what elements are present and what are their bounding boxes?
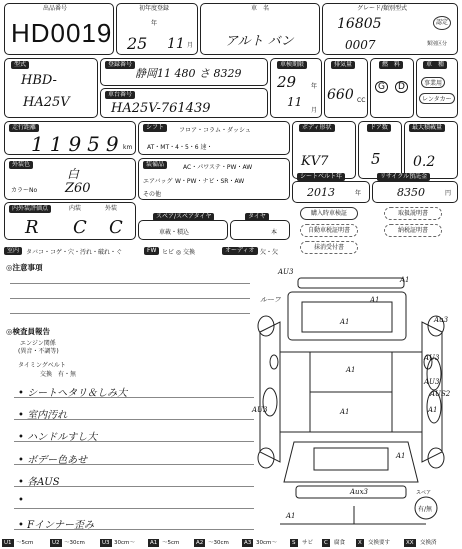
spare-diagram-value: 有/無 <box>418 506 433 513</box>
damage-mark: A1 <box>396 452 406 460</box>
engine-sub: (異音・不調等) <box>18 348 59 355</box>
equipment-label: 装備品 <box>143 161 167 169</box>
report-item: • 各AUS <box>18 477 60 488</box>
grade-label: グレード/類別型式 <box>357 5 408 12</box>
inspection-cell <box>270 58 322 118</box>
color-value: 白 <box>67 167 80 181</box>
chassis-number: HA25V-761439 <box>111 101 211 116</box>
model-line2: HA25V <box>23 95 70 110</box>
legend-key: A1 <box>150 540 158 546</box>
fw-label: FW <box>144 247 159 255</box>
body-type: KV7 <box>301 154 329 169</box>
equipment-other: その他 <box>143 191 162 198</box>
legend-key: U1 <box>4 540 12 546</box>
mileage-cell <box>4 121 136 155</box>
notes-line <box>14 486 254 487</box>
seatbelt-unit: 年 <box>355 190 362 197</box>
capacity-cell <box>404 121 458 179</box>
legend-key: U2 <box>52 540 60 546</box>
damage-mark: Aux3 <box>350 488 368 496</box>
lot-number: HD0019 <box>11 18 113 48</box>
grade-line1: 16805 <box>337 16 382 32</box>
fuel-cell <box>370 58 414 118</box>
displacement: 660 <box>327 87 354 103</box>
usage-cell <box>416 58 458 118</box>
spare-cell <box>138 213 228 240</box>
evaluation-cell <box>4 202 136 240</box>
report-item: • 室内汚れ <box>18 410 68 421</box>
legend-key: A2 <box>196 540 204 546</box>
body-label: ボディ形状 <box>299 124 335 132</box>
seatbelt-label: シートベルト年 <box>297 173 345 181</box>
damage-mark: A1 <box>340 318 350 326</box>
exterior-score-label: 外装 <box>105 205 118 212</box>
evaluation-label: 内外装評価点 <box>9 205 51 213</box>
usage-business: 事業用 <box>421 77 445 88</box>
legend-value: 30cm～ <box>256 540 277 546</box>
legend-key: A3 <box>244 540 252 546</box>
lot-number-label: 出品番号 <box>43 5 68 12</box>
damage-mark: AU3 <box>252 406 268 414</box>
legend-key: U3 <box>102 540 110 546</box>
damage-mark: A1 <box>428 406 438 414</box>
color-number-label: カラーNo <box>11 187 38 194</box>
report-item: • ボデー色あせ <box>18 455 88 466</box>
first-registration-year: 25 <box>127 34 148 53</box>
notes-line <box>10 313 250 314</box>
legend-value: 腐食 <box>334 540 346 546</box>
notes-line <box>10 298 250 299</box>
color-cell <box>4 158 136 200</box>
spare-label: スペア/スペアタイヤ <box>153 213 214 221</box>
damage-mark: A1 <box>340 408 350 416</box>
first-registration-month: 11 <box>167 36 185 52</box>
equipment-cell <box>138 158 290 200</box>
damage-mark: A1 <box>370 296 380 304</box>
legend-key: S <box>292 540 296 546</box>
equipment-row1: AC・パワステ・PW・AW <box>183 164 253 171</box>
doors-label: ドア数 <box>367 124 391 132</box>
exterior-score: C <box>109 217 123 238</box>
report-item-text: ハンドルすし大 <box>27 432 98 443</box>
engine-label: エンジン関係 <box>20 340 56 347</box>
legend-value: ～30cm <box>208 540 229 546</box>
doc-manual: 取扱説明書 <box>384 207 442 220</box>
audio-label: オーディオ <box>222 247 258 255</box>
year-unit: 年 <box>151 20 158 27</box>
car-damage-diagram <box>250 262 460 534</box>
interior-score: C <box>73 217 87 238</box>
cc-unit: CC <box>357 97 366 104</box>
notes-line <box>14 508 254 509</box>
mileage-unit: km <box>123 144 133 151</box>
fuel-label: 燃 料 <box>379 61 403 69</box>
interior-condition-row <box>4 244 294 258</box>
doc-cancellation: 抹消受付書 <box>300 241 358 254</box>
mileage-label: 走行距離 <box>9 124 39 132</box>
damage-legend <box>0 537 462 549</box>
inspection-year: 29 <box>277 73 297 91</box>
damage-mark: AU3 <box>424 354 440 362</box>
seatbelt-year: 2013 <box>307 186 335 199</box>
shift-type: AT・MT・4・5・6 速・ <box>147 144 213 151</box>
model-label: 型式 <box>11 61 29 69</box>
interior-items: タバコ・コゲ・穴・汚れ・破れ・ぐ <box>26 249 122 256</box>
notes-line <box>14 464 254 465</box>
report-item-text: Fインナー歪み <box>27 520 95 531</box>
first-registration-cell <box>116 3 198 55</box>
damage-mark: A1 <box>286 512 296 520</box>
doors: 5 <box>371 150 381 168</box>
reg-number: 静岡11 480 さ 8329 <box>135 67 242 80</box>
legend-value: ～5cm <box>162 540 180 546</box>
damage-mark: AUS2 <box>430 390 451 398</box>
legend-value: 交換要す <box>368 540 391 546</box>
usage-label: 車 種 <box>423 61 447 69</box>
tire-value: 本 <box>271 229 278 236</box>
notes-title: ◎注意事項 <box>6 263 43 272</box>
doc-purchase-inspection: 購入時車検証 <box>300 207 358 220</box>
report-item-text: シートヘタリ＆しみ大 <box>27 388 128 399</box>
notes-line <box>10 283 250 284</box>
inspection-unit-year: 年 <box>311 83 318 90</box>
color-label: 外装色 <box>9 161 33 169</box>
model-cell <box>4 58 98 118</box>
roof-label: ルーフ <box>260 296 281 304</box>
legend-value: サビ <box>302 540 314 546</box>
equipment-row2: W・PW・ナビ・SR・AW <box>175 178 245 185</box>
legend-value: 30cm～ <box>114 540 135 546</box>
doors-cell <box>358 121 402 179</box>
shift-cell <box>138 121 290 155</box>
report-item-text: 各AUS <box>27 477 60 488</box>
legend-key: X <box>358 540 362 546</box>
inspection-label: 車検期限 <box>277 61 307 69</box>
capacity: 0.2 <box>413 154 436 170</box>
timing-sub: 交換 有・無 <box>40 371 77 378</box>
model-line1: HBD- <box>21 73 57 88</box>
audio-items: 欠・欠 <box>260 249 279 256</box>
notes-line <box>14 397 254 398</box>
report-item-text: ボデー色あせ <box>27 455 88 466</box>
chassis-label: 車台番号 <box>105 91 135 99</box>
legend-value: ～30cm <box>64 540 85 546</box>
displacement-label: 排気量 <box>331 61 355 69</box>
ninsho-label: 認定 <box>433 16 451 30</box>
fuel-diesel: D <box>395 81 408 93</box>
mileage: 11959 <box>31 132 125 156</box>
ninsho-label2: 類別区分 <box>427 41 448 47</box>
usage-rental: レンタカー <box>419 93 455 104</box>
spare-value: 車載・積込 <box>159 229 190 236</box>
fuel-gasoline: G <box>375 81 388 93</box>
report-title: ◎検査員報告 <box>6 327 51 336</box>
capacity-label: 最大積載量 <box>409 124 445 132</box>
fw-items: ヒビ ◎ 交換 <box>162 249 196 256</box>
lot-number-cell <box>4 3 114 55</box>
color-number: Z60 <box>65 181 91 196</box>
doc-auto-tax: 自動車税証明書 <box>300 224 358 237</box>
month-unit: 月 <box>187 42 194 49</box>
interior-score-label: 内装 <box>69 205 82 212</box>
car-name-label: 車 名 <box>251 5 270 12</box>
legend-value: 交換済 <box>420 540 437 546</box>
recycle-label: リサイクル預託金 <box>377 173 430 181</box>
reg-number-cell <box>100 58 268 86</box>
legend-key: XX <box>406 540 414 546</box>
notes-line <box>14 419 254 420</box>
displacement-cell <box>324 58 368 118</box>
shift-label: シフト <box>143 124 167 132</box>
doc-tax-certificate: 納税証明書 <box>384 224 442 237</box>
recycle-amount: 8350 <box>397 186 425 199</box>
damage-mark: AU3 <box>424 378 440 386</box>
damage-mark: A1 <box>346 366 356 374</box>
tire-cell <box>230 213 290 240</box>
equipment-airbag-label: エアバッグ <box>143 178 173 185</box>
body-cell <box>292 121 356 179</box>
damage-mark: AU3 <box>278 268 294 276</box>
report-item: • Fインナー歪み <box>18 520 95 531</box>
chassis-cell <box>100 88 268 118</box>
report-item: • <box>18 495 24 506</box>
first-registration-label: 初年度登録 <box>139 5 170 12</box>
shift-position: フロア・コラム・ダッシュ <box>179 127 251 134</box>
legend-value: ～5cm <box>16 540 34 546</box>
report-item: • シートヘタリ＆しみ大 <box>18 388 128 399</box>
report-item: • ハンドルすし大 <box>18 432 98 443</box>
report-item-text: 室内汚れ <box>27 410 68 421</box>
grade-cell <box>322 3 458 55</box>
damage-mark: Au3 <box>434 316 449 324</box>
interior-label: 室内 <box>4 247 22 255</box>
inspection-month: 11 <box>287 95 303 109</box>
notes-line <box>14 441 254 442</box>
recycle-cell <box>372 173 458 203</box>
recycle-unit: 円 <box>445 190 452 197</box>
tire-label: タイヤ <box>245 213 269 221</box>
car-name: アルト バン <box>225 34 294 49</box>
timing-label: タイミングベルト <box>18 362 66 369</box>
inspection-unit-month: 月 <box>311 107 318 114</box>
seatbelt-cell <box>292 173 370 203</box>
damage-mark: A1 <box>400 276 410 284</box>
grade-line2: 0007 <box>345 38 376 52</box>
spare-diagram-label: スペア <box>416 490 432 496</box>
notes-line <box>14 529 254 530</box>
car-name-cell <box>200 3 320 55</box>
legend-key: C <box>324 540 328 546</box>
overall-score: R <box>25 217 39 238</box>
reg-number-label: 登録番号 <box>105 61 135 69</box>
